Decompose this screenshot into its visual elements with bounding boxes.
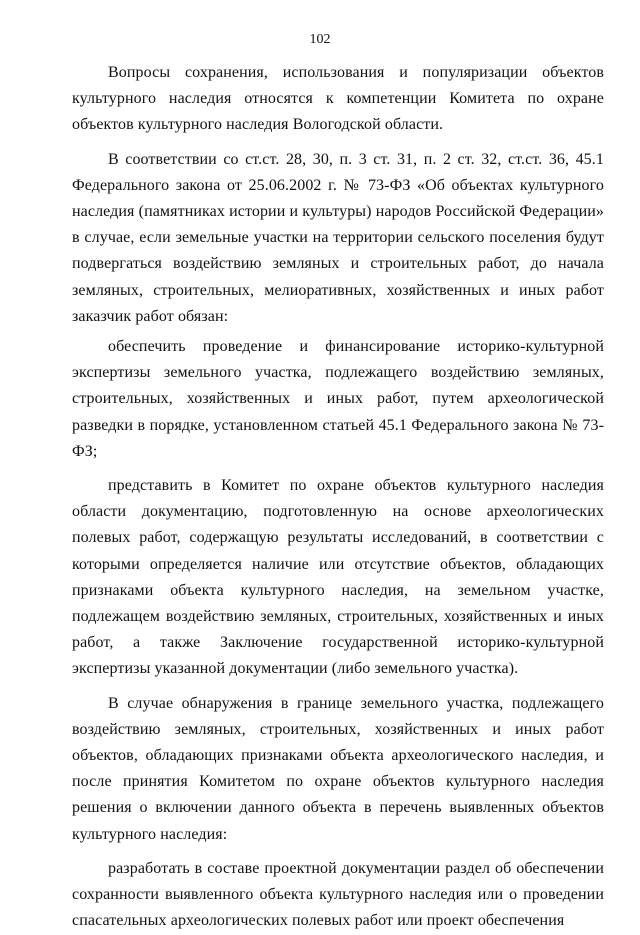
paragraph-project-section: разработать в составе проектной документации раздел об обеспечении сохранности выявленного объекта культурного наследия или о проведении спасательных археологических полевых работ или проект обеспечения	[72, 859, 604, 930]
paragraph-legal-basis: В соответствии со ст.ст. 28, 30, п. 3 ст. 31, п. 2 ст. 32, ст.ст. 36, 45.1 Федерального закона от 25.06.2002 г. № 73-ФЗ «Об объектах культурного наследия (памятниках истории и культуры) народов Российской Федерации» в случае, если земельные участки на территории сельского поселения будут подвергаться воздействию земляных и строительных работ, до начала земляных, строительных, мелиоративных, хозяйственных и иных работ заказчик работ обязан:	[72, 150, 604, 325]
paragraph-expertise-duty: обеспечить проведение и финансирование историко-культурной экспертизы земельного участка, подлежащего воздействию земляных, строительных, хозяйственных и иных работ, путем археологической разведки в порядке, установленном статьей 45.1 Федерального закона № 73-ФЗ;	[72, 338, 604, 460]
document-body	[72, 60, 604, 935]
paragraph-discovery-case: В случае обнаружения в границе земельного участка, подлежащего воздействию земляных, строительных, хозяйственных и иных работ объектов, обладающих признаками объекта археологического наследия, и после принятия Комитетом по охране объектов культурного наследия решения о включении данного объекта в перечень выявленных объектов культурного наследия:	[72, 694, 604, 843]
page-number: 102	[309, 32, 331, 47]
paragraph-documentation-duty: представить в Комитет по охране объектов культурного наследия области документацию, подготовленную на основе археологических полевых работ, содержащую результаты исследований, в соответствии с которыми определяется наличие или отсутствие объектов, обладающих признаками объекта культурного наследия, на земельном участке, подлежащем воздействию земляных, строительных, хозяйственных и иных работ, а также Заключение государственной историко-культурной экспертизы указанной документации (либо земельного участка).	[72, 477, 604, 678]
paragraph-competence: Вопросы сохранения, использования и популяризации объектов культурного наследия относятся к компетенции Комитета по охране объектов культурного наследия Вологодской области.	[72, 64, 604, 134]
